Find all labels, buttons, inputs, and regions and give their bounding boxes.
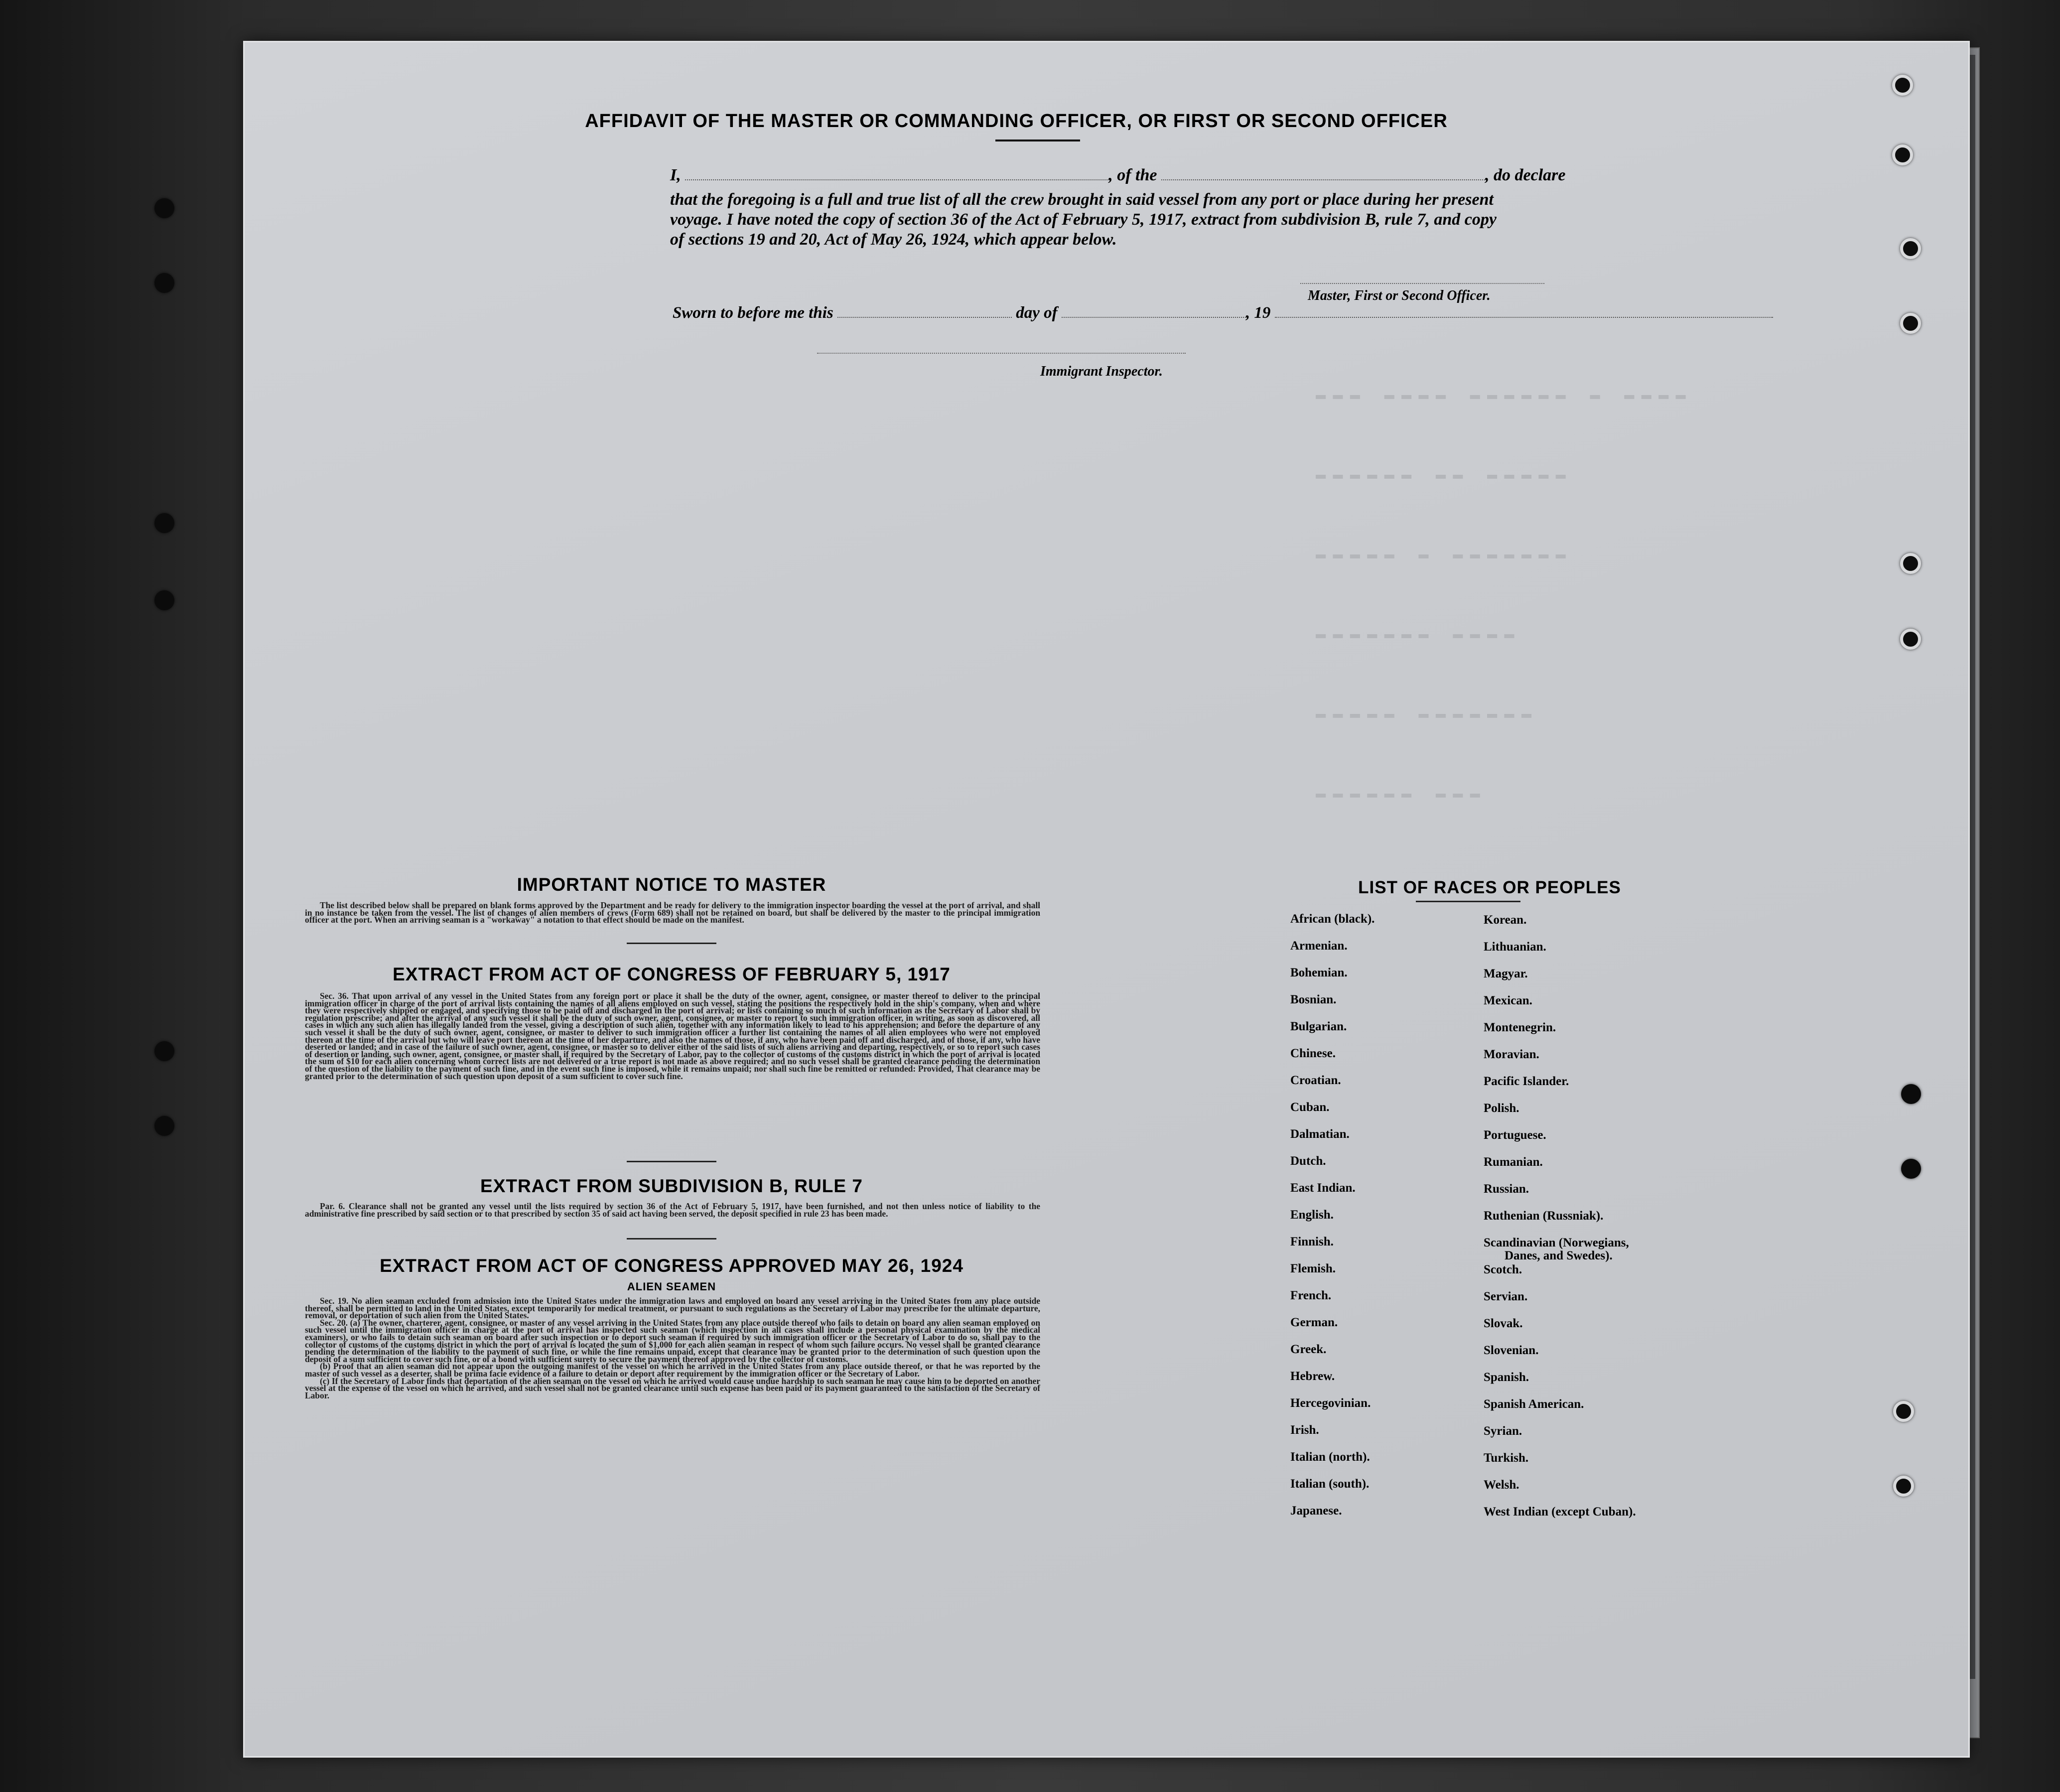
race-item: Greek. <box>1290 1343 1327 1356</box>
alien-seamen-subheading: ALIEN SEAMEN <box>627 1280 716 1293</box>
race-item: German. <box>1290 1316 1338 1329</box>
punch-hole <box>1901 1159 1921 1179</box>
par-6-paragraph: Par. 6. Clearance shall not be granted any vessel until the lists required by section 36 of the Act of February 5, 1917, have been furnished, and not then unless notice of liability to the administrative fine prescribed by said section or to that prescribed by section 35 of said act having been served, the deposit specified in rule 23 has been made. <box>305 1201 1040 1219</box>
affidavit-line-4: of sections 19 and 20, Act of May 26, 1924, which appear below. <box>670 230 1117 249</box>
race-item: Scotch. <box>1484 1263 1522 1276</box>
name-blank <box>685 165 1108 180</box>
master-label: Master, First or Second Officer. <box>1308 288 1491 303</box>
bleed-through-row: ▬▬▬ ▬▬▬▬ ▬▬▬▬▬▬ ▬ ▬▬▬▬ <box>1316 386 1693 405</box>
section-divider <box>627 943 716 944</box>
race-item: French. <box>1290 1289 1332 1302</box>
race-item: Syrian. <box>1484 1424 1522 1438</box>
race-item: Magyar. <box>1484 967 1528 980</box>
race-item: Polish. <box>1484 1102 1519 1115</box>
section-divider <box>627 1238 716 1240</box>
race-item: East Indian. <box>1290 1181 1356 1195</box>
document-page <box>243 41 1970 1758</box>
race-item: Korean. <box>1484 913 1527 927</box>
race-item: Slovak. <box>1484 1317 1523 1330</box>
extract-1917-heading: EXTRACT FROM ACT OF CONGRESS OF FEBRUARY 5, 1917 <box>393 964 951 984</box>
vessel-blank <box>1161 165 1485 180</box>
race-item: Spanish American. <box>1484 1397 1584 1411</box>
punch-hole <box>154 1041 174 1061</box>
extract-1924-text <box>305 1297 1040 1399</box>
sworn-text: Sworn to before me this <box>673 304 833 322</box>
punch-hole <box>1900 629 1921 650</box>
race-item: Turkish. <box>1484 1451 1529 1465</box>
notice-paragraph: The list described below shall be prepared on blank forms approved by the Department and be ready for delivery to the immigration inspector boarding the vessel at the port of arrival, and shall in no instance be taken from the vessel. The list of changes of alien members of crews (Form 689) shall not be retained on board, but shall be delivered by the master to the principal immigration officer at the port. When an arriving seaman is a "workaway" a notation to that effect should be made on the manifest. <box>305 900 1040 925</box>
race-item: English. <box>1290 1208 1334 1222</box>
punch-hole <box>1893 1476 1914 1497</box>
race-item: Flemish. <box>1290 1262 1336 1275</box>
punch-hole <box>1900 238 1921 259</box>
race-item: West Indian (except Cuban). <box>1484 1505 1636 1518</box>
race-item: Italian (north). <box>1290 1450 1370 1464</box>
affidavit-line-2: that the foregoing is a full and true list of all the crew brought in said vessel from any port or place during her present <box>670 190 1494 209</box>
race-item: Bulgarian. <box>1290 1020 1347 1033</box>
race-item: Finnish. <box>1290 1235 1334 1248</box>
sec-36-paragraph: Sec. 36. That upon arrival of any vessel in the United States from any foreign port or place it shall be the duty of the owner, agent, consignee, or master thereof to deliver to the principal immigration officer in charge of the port of arrival lists containing the names of all aliens employed on such vessel, stating the positions the respectively hold in the ship's company, when and where they were respectively shipped or engaged, and specifying those to be paid off and discharged in the port of arrival; or lists containing so much of such information as the Secretary of Labor shall by regulation prescribe; and after the arrival of any such vessel it shall be the duty of such owner, agent, consignee, or master to report to such immigration officer, in writing, as soon as discovered, all cases in which any such alien has illegally landed from the vessel, giving a description of such alien, together with any information likely to lead to his apprehension; and before the departure of any such vessel it shall be the duty of such owner, agent, consignee, or master to deliver to such immigration officer a further list containing the names of all alien employees who were not employed thereon at the time of the arrival but who will leave port thereon at the time of her departure, and also the names of those, if any, who have been paid off and discharged, and of those, if any, who have deserted or landed; and in case of the failure of such owner, agent, consignee, or master so to deliver either of the said lists of such aliens arriving and departing, respectively, or so to report such cases of desertion or landing, such owner, agent, consignee, or master shall, if required by the Secretary of Labor, pay to the collector of customs of the customs district in which the port of arrival is located the sum of $10 for each alien concerning whom correct lists are not delivered or a true report is not made as above required; and no such vessel shall be granted clearance pending the determination of the question of the liability to the payment of such fine, and in the event such fine is imposed, while it remains unpaid; nor shall such fine be remitted or refunded: Provided, That clearance may be granted prior to the determination of such question upon deposit of a sum sufficient to cover such fine. <box>305 991 1040 1081</box>
race-item: Scandinavian (Norwegians, <box>1484 1236 1629 1249</box>
punch-hole <box>154 273 174 293</box>
race-item: Dalmatian. <box>1290 1127 1350 1141</box>
sworn-text: day of <box>1016 304 1058 322</box>
notice-heading: IMPORTANT NOTICE TO MASTER <box>517 874 826 895</box>
punch-hole <box>154 513 174 533</box>
race-item: Welsh. <box>1484 1478 1519 1492</box>
subdivision-text <box>305 1203 1040 1217</box>
race-item: Dutch. <box>1290 1154 1326 1168</box>
affidavit-text: I, <box>670 166 681 184</box>
section-divider <box>627 1161 716 1162</box>
punch-hole <box>154 1116 174 1136</box>
race-item: Bohemian. <box>1290 966 1348 979</box>
sec-20c-paragraph: (c) If the Secretary of Labor finds that deportation of the alien seaman on the vessel on which he arrived would cause undue hardship to such seaman he may cause him to be deported on another vessel at the expense of the vessel on which he arrived, and such vessel shall not be granted clearance until such expense has been paid or its payment guaranteed to the satisfaction of the Secretary of Labor. <box>305 1376 1040 1400</box>
races-underline <box>1416 901 1520 902</box>
subdivision-heading: EXTRACT FROM SUBDIVISION B, RULE 7 <box>480 1176 863 1196</box>
races-title: LIST OF RACES OR PEOPLES <box>1358 878 1621 897</box>
affidavit-title: AFFIDAVIT OF THE MASTER OR COMMANDING OFFICER, OR FIRST OR SECOND OFFICER <box>585 111 1448 132</box>
inspector-signature-line <box>817 353 1186 354</box>
affidavit-line-3: voyage. I have noted the copy of section 36 of the Act of February 5, 1917, extract from subdivision B, rule 7, and copy <box>670 210 1497 229</box>
bleed-through-row: ▬▬▬▬▬ ▬▬▬▬▬▬▬ <box>1316 705 1539 724</box>
punch-hole <box>1901 1084 1921 1104</box>
race-item: Pacific Islander. <box>1484 1075 1569 1088</box>
race-item: Italian (south). <box>1290 1477 1370 1491</box>
race-item: Bosnian. <box>1290 993 1337 1006</box>
bleed-through-row: ▬▬▬▬▬▬ ▬▬▬ <box>1316 785 1488 804</box>
title-underline <box>995 139 1080 141</box>
year-blank <box>1275 303 1773 318</box>
inspector-label: Immigrant Inspector. <box>1040 364 1163 379</box>
race-item: Moravian. <box>1484 1048 1539 1061</box>
race-item: Spanish. <box>1484 1371 1529 1384</box>
day-blank <box>837 303 1012 318</box>
race-item: Servian. <box>1484 1290 1528 1303</box>
race-item: Cuban. <box>1290 1101 1330 1114</box>
race-item: Armenian. <box>1290 939 1348 953</box>
punch-hole <box>1900 553 1921 574</box>
affidavit-text: , of the <box>1108 166 1157 184</box>
race-item: Montenegrin. <box>1484 1021 1556 1034</box>
race-item: Slovenian. <box>1484 1344 1539 1357</box>
punch-hole <box>1893 1401 1914 1422</box>
bleed-through-row: ▬▬▬▬▬ ▬ ▬▬▬▬▬▬▬ <box>1316 546 1573 564</box>
master-signature-line <box>1300 283 1544 284</box>
notice-text <box>305 902 1040 924</box>
race-item: African (black). <box>1290 912 1375 926</box>
bleed-through-row: ▬▬▬▬▬▬ ▬▬ ▬▬▬▬▬ <box>1316 466 1573 485</box>
race-item: Portuguese. <box>1484 1128 1546 1142</box>
race-item: Russian. <box>1484 1182 1529 1196</box>
sec-20-paragraph: Sec. 20. (a) The owner, charterer, agent, consignee, or master of any vessel arriving in the United States from any place outside thereof who fails to detain on board any alien seaman employed on such vessel until the immigration officer in charge at the port of arrival has inspected such seaman (which inspection in all cases shall include a personal physical examination by the medical examiners), or who fails to detain such seaman on board after such inspection or to deport such seaman if required by such immigration officer or the Secretary of Labor to do so, shall pay to the collector of customs of the customs district in which the port of arrival is located the sum of $1,000 for each alien seaman in respect of whom such failure occurs. No vessel shall be granted clearance pending the determination of the liability to the payment of such fine, or while the fine remains unpaid, except that clearance may be granted prior to the determination of such question upon the deposit of a sum sufficient to cover such fine, or of a bond with sufficient surety to secure the payment thereof approved by the collector of customs. <box>305 1317 1040 1364</box>
race-item: Mexican. <box>1484 994 1532 1007</box>
race-item: Danes, and Swedes). <box>1505 1249 1613 1262</box>
race-item: Irish. <box>1290 1423 1319 1437</box>
punch-hole <box>1892 75 1913 96</box>
sec-19-paragraph: Sec. 19. No alien seaman excluded from admission into the United States under the immigration laws and employed on board any vessel arriving in the United States from any place outside thereof, shall be permitted to land in the United States, except temporarily for medical treatment, or pursuant to such regulations as the Secretary of Labor may prescribe for the ultimate departure, removal, or deportation of such alien from the United States. <box>305 1296 1040 1321</box>
punch-hole <box>154 198 174 218</box>
race-item: Croatian. <box>1290 1074 1341 1087</box>
race-item: Chinese. <box>1290 1047 1336 1060</box>
sworn-line <box>673 303 1773 322</box>
bleed-through-row: ▬▬▬▬▬▬▬ ▬▬▬▬ <box>1316 625 1521 644</box>
extract-1924-heading: EXTRACT FROM ACT OF CONGRESS APPROVED MAY 26, 1924 <box>380 1255 963 1276</box>
race-item: Rumanian. <box>1484 1155 1543 1169</box>
extract-1917-text <box>305 992 1040 1080</box>
race-item: Hercegovinian. <box>1290 1396 1371 1410</box>
race-item: Hebrew. <box>1290 1370 1335 1383</box>
affidavit-text: , do declare <box>1485 166 1566 184</box>
punch-hole <box>1900 313 1921 334</box>
sec-20b-paragraph: (b) Proof that an alien seaman did not appear upon the outgoing manifest of the vessel on which he arrived in the United States from any place outside thereof, or that he was reported by the master of such vessel as a deserter, shall be prima facie evidence of a failure to detain or deport after requirement by the immigration officer or the Secretary of Labor. <box>305 1361 1040 1378</box>
punch-hole <box>154 590 174 610</box>
month-blank <box>1062 303 1246 318</box>
race-item: Ruthenian (Russniak). <box>1484 1209 1604 1223</box>
affidavit-line-1 <box>670 165 1565 185</box>
race-item: Lithuanian. <box>1484 940 1546 954</box>
sworn-text: , 19 <box>1245 304 1271 322</box>
punch-hole <box>1892 144 1913 165</box>
race-item: Japanese. <box>1290 1504 1342 1517</box>
